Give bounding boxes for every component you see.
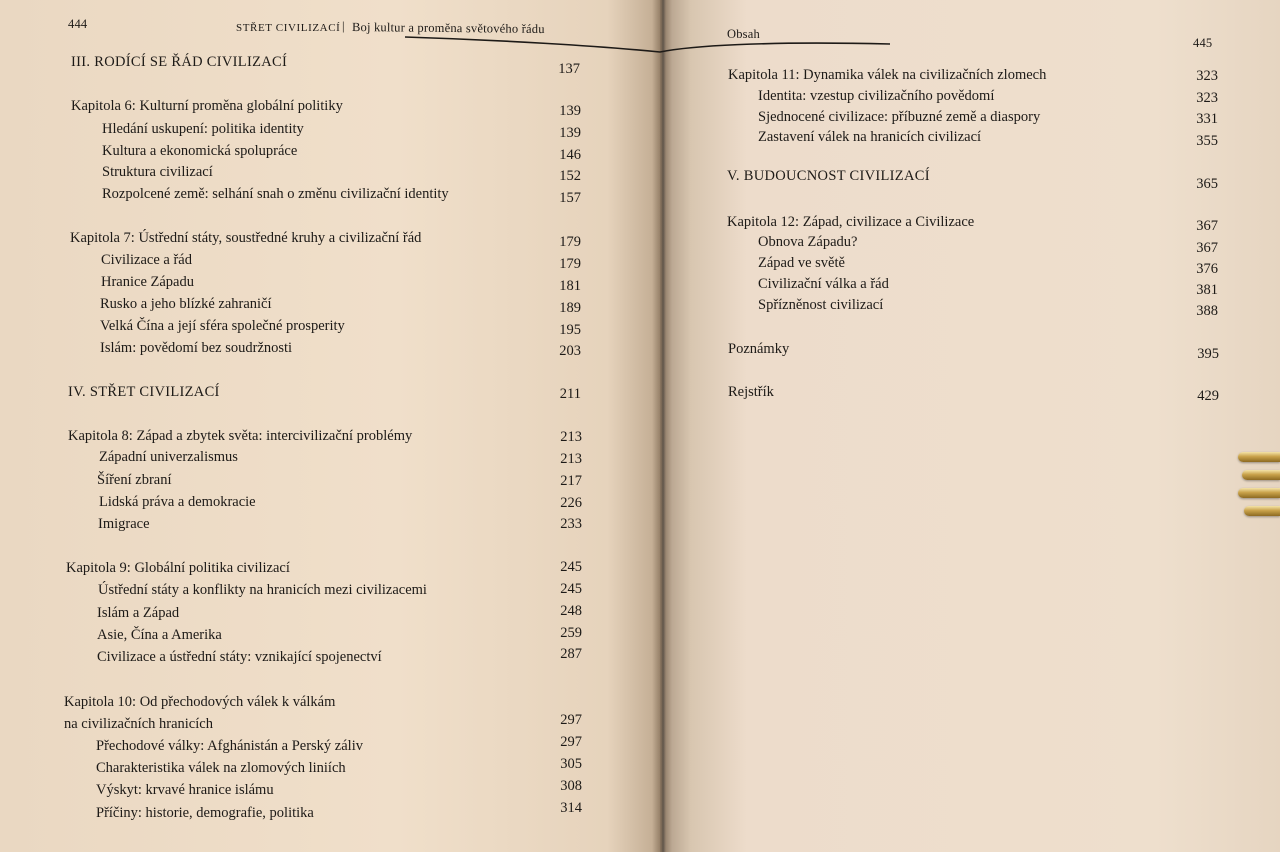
chapter-title: Kapitola 8: Západ a zbytek světa: intercivilizační problémy [68, 428, 413, 444]
subsection-title: Civilizační válka a řád [758, 276, 889, 292]
entry-page: 213 [560, 429, 582, 445]
running-head-title: Boj kultur a proměna světového řádu [351, 20, 545, 37]
entry-page: 388 [1196, 303, 1218, 319]
book-gutter [652, 0, 672, 852]
chapter-title: Kapitola 6: Kulturní proměna globální politiky [71, 98, 343, 114]
section-title: III. RODÍCÍ SE ŘÁD CIVILIZACÍ [71, 54, 288, 70]
entry-page: 365 [1196, 176, 1218, 192]
entry-page: 181 [559, 278, 581, 294]
subsection-title: Imigrace [98, 516, 150, 532]
entry-page: 157 [559, 190, 581, 206]
entry-page: 355 [1196, 133, 1218, 149]
entry-page: 323 [1196, 90, 1218, 106]
entry-page: 323 [1196, 68, 1218, 84]
binder-clip [1238, 452, 1280, 462]
binder-clip [1242, 470, 1280, 480]
section-title: IV. STŘET CIVILIZACÍ [68, 384, 220, 400]
entry-page: 429 [1197, 388, 1219, 404]
entry-page: 367 [1196, 240, 1218, 256]
subsection-title: Šíření zbraní [97, 472, 172, 488]
subsection-title: Obnova Západu? [758, 234, 858, 250]
entry-page: 367 [1196, 218, 1218, 234]
running-head-separator: | [342, 19, 345, 33]
entry-page: 213 [560, 451, 582, 467]
subsection-title: Civilizace a řád [101, 252, 192, 268]
subsection-title: Rusko a jeho blízké zahraničí [100, 296, 272, 312]
subsection-title: Islám a Západ [97, 605, 180, 621]
subsection-title: Asie, Čína a Amerika [97, 627, 222, 643]
entry-page: 139 [559, 125, 581, 141]
subsection-title: Kultura a ekonomická spolupráce [102, 143, 298, 159]
entry-page: 376 [1196, 261, 1218, 277]
entry-page: 189 [559, 300, 581, 316]
subsection-title: Západ ve světě [758, 255, 845, 271]
entry-page: 248 [560, 603, 582, 619]
entry-page: 297 [560, 712, 582, 728]
entry-page: 314 [560, 800, 582, 816]
subsection-title: Výskyt: krvavé hranice islámu [96, 782, 274, 798]
entry-page: 152 [559, 168, 581, 184]
entry-page: 259 [560, 625, 582, 641]
subsection-title: Struktura civilizací [102, 164, 213, 180]
subsection-title: Islám: povědomí bez soudržnosti [100, 340, 293, 356]
running-head: Obsah [727, 27, 760, 41]
entry-page: 245 [560, 581, 582, 597]
subsection-title: Sjednocené civilizace: příbuzné země a diaspory [758, 109, 1041, 125]
subsection-title: Spřízněnost civilizací [758, 297, 884, 313]
chapter-title: Kapitola 11: Dynamika válek na civilizačních zlomech [728, 67, 1047, 83]
entry-page: 395 [1197, 346, 1219, 362]
entry-page: 305 [560, 756, 582, 772]
entry-page: 226 [560, 495, 582, 511]
chapter-title: Poznámky [728, 341, 790, 357]
subsection-title: Rozpolcené země: selhání snah o změnu civilizační identity [102, 186, 449, 202]
binder-clip [1244, 506, 1280, 516]
entry-page: 211 [559, 386, 581, 402]
chapter-title: Rejstřík [728, 384, 774, 400]
right-page-number: 445 [1193, 36, 1213, 50]
left-page-number: 444 [68, 17, 88, 31]
entry-page: 245 [560, 559, 582, 575]
section-title: V. BUDOUCNOST CIVILIZACÍ [727, 168, 930, 184]
running-head-caps: STŘET CIVILIZACÍ [236, 22, 341, 34]
entry-page: 139 [559, 103, 581, 119]
chapter-title: Kapitola 10: Od přechodových válek k válkám [64, 694, 336, 710]
right-page [660, 0, 1280, 852]
entry-page: 381 [1196, 282, 1218, 298]
entry-page: 331 [1196, 111, 1218, 127]
entry-page: 179 [559, 234, 581, 250]
subsection-title: Příčiny: historie, demografie, politika [96, 805, 314, 821]
chapter-title: Kapitola 12: Západ, civilizace a Civilizace [727, 214, 975, 230]
subsection-title: Velká Čína a její sféra společné prosperity [100, 318, 345, 334]
entry-page: 146 [559, 147, 581, 163]
entry-page: 297 [560, 734, 582, 750]
subsection-title: Lidská práva a demokracie [99, 494, 256, 510]
entry-page: 203 [559, 343, 581, 359]
subsection-title: Zastavení válek na hranicích civilizací [758, 129, 982, 145]
subsection-title: Hranice Západu [101, 274, 194, 290]
subsection-title: Identita: vzestup civilizačního povědomí [758, 88, 995, 104]
entry-page: 233 [560, 516, 582, 532]
entry-page: 287 [560, 646, 582, 662]
entry-page: 308 [560, 778, 582, 794]
subsection-title: Charakteristika válek na zlomových liniích [96, 760, 346, 776]
entry-page: 195 [559, 322, 581, 338]
binder-clip [1238, 488, 1280, 498]
subsection-title: Hledání uskupení: politika identity [102, 121, 304, 137]
entry-page: 137 [558, 61, 580, 77]
chapter-title: Kapitola 7: Ústřední státy, soustředné kruhy a civilizační řád [70, 230, 422, 246]
entry-page: 217 [560, 473, 582, 489]
subsection-title: Přechodové války: Afghánistán a Perský záliv [96, 738, 363, 754]
chapter-title: Kapitola 9: Globální politika civilizací [66, 560, 290, 576]
subsection-title: Západní univerzalismus [99, 449, 238, 465]
subsection-title: Civilizace a ústřední státy: vznikající spojenectví [97, 649, 382, 665]
entry-page: 179 [559, 256, 581, 272]
subsection-title: Ústřední státy a konflikty na hranicích mezi civilizacemi [98, 582, 427, 598]
chapter-title-continued: na civilizačních hranicích [64, 716, 213, 732]
